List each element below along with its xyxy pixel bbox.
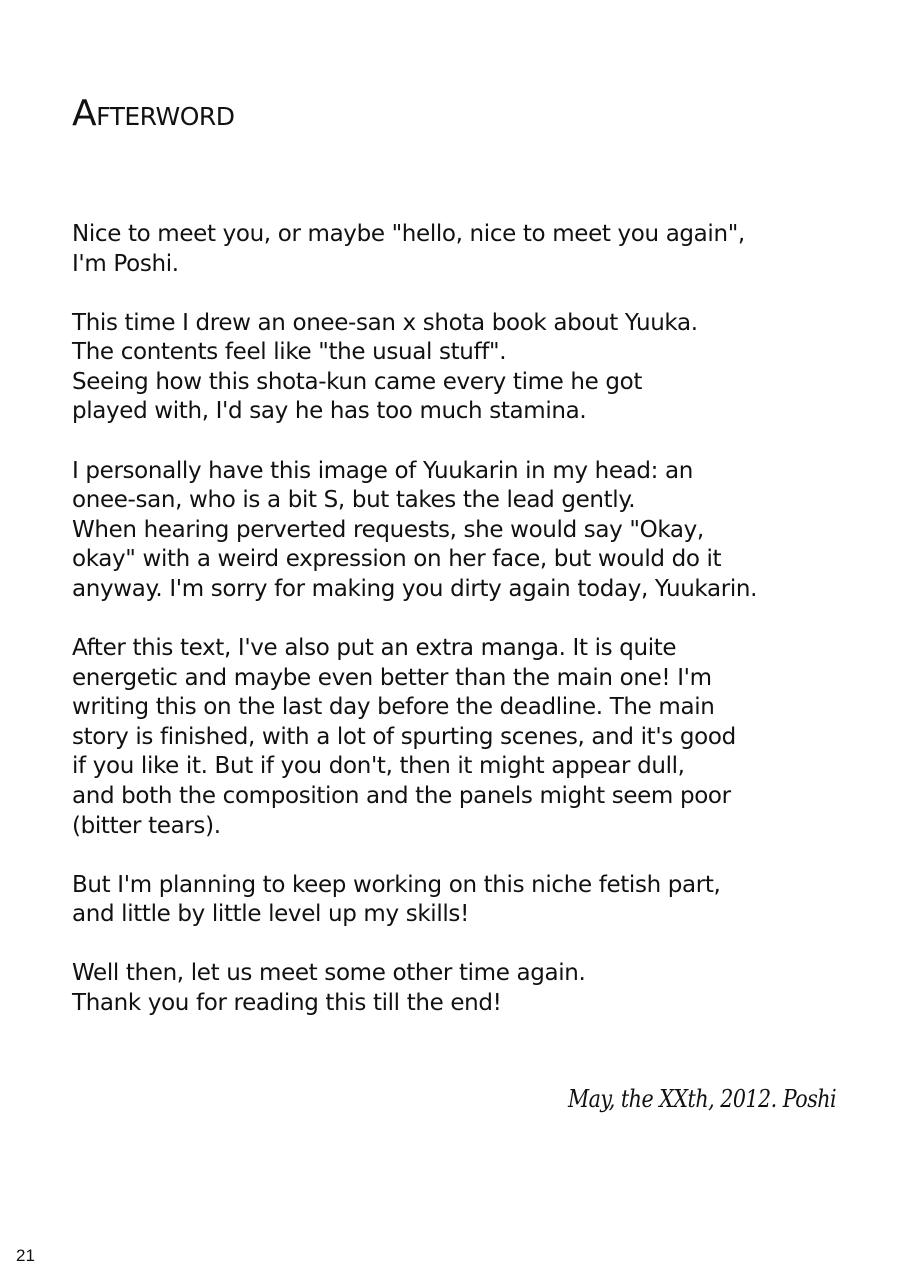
text-line: anyway. I'm sorry for making you dirty again today, Yuukarin.: [72, 575, 758, 602]
paragraph-1: [72, 220, 832, 279]
title-initial: A: [72, 93, 97, 134]
text-line: The contents feel like "the usual stuff".: [72, 339, 507, 366]
page-number: 21: [16, 1246, 35, 1265]
text-line: But I'm planning to keep working on this niche fetish part,: [72, 871, 721, 898]
paragraph-6: [72, 959, 832, 1018]
text-line: onee-san, who is a bit S, but takes the lead gently.: [72, 487, 636, 514]
text-line: and little by little level up my skills!: [72, 901, 469, 928]
text-line: okay" with a weird expression on her face, but would do it: [72, 546, 722, 573]
title-rest: FTERWORD: [96, 102, 235, 131]
text-line: (bitter tears).: [72, 812, 221, 839]
paragraph-2: [72, 309, 832, 427]
text-line: played with, I'd say he has too much stamina.: [72, 398, 587, 425]
text-line: writing this on the last day before the deadline. The main: [72, 694, 715, 721]
text-line: story is finished, with a lot of spurting scenes, and it's good: [72, 723, 736, 750]
text-line: I personally have this image of Yuukarin in my head: an: [72, 457, 693, 484]
text-line: Seeing how this shota-kun came every time he got: [72, 368, 643, 395]
afterword-body: [72, 220, 832, 1048]
text-line: I'm Poshi.: [72, 250, 179, 277]
paragraph-4: [72, 634, 832, 841]
text-line: This time I drew an onee-san x shota book about Yuuka.: [72, 309, 698, 336]
text-line: energetic and maybe even better than the main one! I'm: [72, 664, 712, 691]
author-signature: May, the XXth, 2012. Poshi: [568, 1085, 837, 1113]
text-line: When hearing perverted requests, she would say "Okay,: [72, 516, 704, 543]
text-line: Well then, let us meet some other time again.: [72, 960, 586, 987]
paragraph-3: [72, 457, 832, 605]
text-line: and both the composition and the panels might seem poor: [72, 783, 731, 809]
text-line: Nice to meet you, or maybe "hello, nice to meet you again",: [72, 221, 745, 247]
text-line: After this text, I've also put an extra manga. It is quite: [72, 635, 677, 662]
paragraph-5: [72, 871, 832, 930]
text-line: Thank you for reading this till the end!: [72, 989, 502, 1016]
text-line: if you like it. But if you don't, then it might appear dull,: [72, 753, 685, 780]
page-title: [72, 92, 235, 139]
